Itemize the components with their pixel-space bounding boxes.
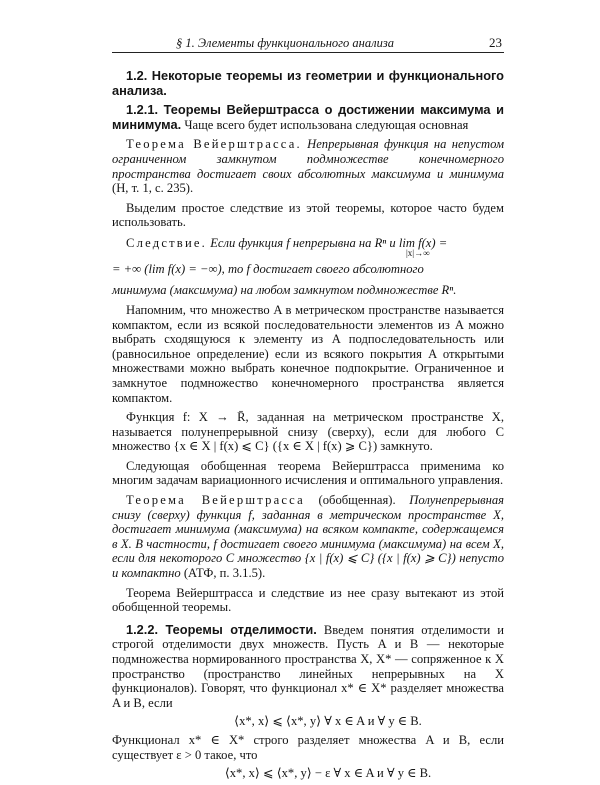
generalized-theorem-label-tail: (обобщенная). [318, 493, 396, 508]
running-header [112, 34, 504, 53]
theorem-label: Теорема Вейерштрасса. [126, 137, 302, 152]
corollary-label: Следствие. [126, 235, 208, 250]
page-number: 23 [489, 35, 502, 50]
generalized-closing: Теорема Вейерштрасса и следствие из нее сразу вытекают из этой обобщенной теоремы. [112, 585, 504, 615]
consequence-intro: Выделим простое следствие из этой теоремы, которое часто будем использовать. [112, 200, 504, 230]
theorem-reference: (Н, т. 1, с. 235). [112, 181, 194, 196]
subsection-1-heading: 1.2.1. Теоремы Вейерштрасса о достижении максимума и минимума. [112, 102, 504, 132]
corollary-line-1-text: Если функция f непрерывна на Rⁿ и lim f(x) = [210, 235, 448, 250]
running-header-title: § 1. Элементы функционального анализа [176, 36, 394, 50]
corollary-line-2: = +∞ (lim f(x) = −∞), то f достигает своего абсолютного [112, 261, 424, 276]
subsection-2-text: Введем понятия отделимости и строгой отделимости двух множеств. Пусть A и B — некоторые подмножества нормированного пространства X, X* — сопряженное к X пространство (пространство линейных непрерывных на X функционалов). Говорят, что функционал x* ∈ X* разделяет множества A и B, если [112, 622, 504, 710]
strict-separation-text: Функционал x* ∈ X* строго разделяет множества A и B, если существует ε > 0 такое, что [112, 732, 504, 762]
strict-separation-formula: ⟨x*, x⟩ ⩽ ⟨x*, y⟩ − ε ∀ x ∈ A и ∀ y ∈ B. [224, 766, 432, 781]
weierstrass-theorem [112, 137, 504, 195]
compact-definition: Напомним, что множество A в метрическом пространстве называется компактом, если из всякой последовательности элементов из A можно выбрать сходящуюся к элементу из A подпоследовательность или (равносильное определение) если из всякого покрытия A открытыми множествами можно выбрать конечное подпокрытие. Ограниченное и замкнутое подмножество конечномерного пространства является компактом. [112, 302, 504, 405]
subsection-1-intro-text: Чаще всего будет использована следующая основная [184, 117, 469, 132]
generalized-theorem-text: Полунепрерывная снизу (сверху) функция f, заданная в метрическом пространстве X, достигает минимума (максимума) на всяком компакте, содержащемся в X. В частности, f достигает своего минимума (максимума) на всем X, если для некоторого C множество {x | f(x) ⩽ C} ({x | f(x) ⩾ C}) непусто и компактно [112, 493, 505, 581]
semicontinuity-definition: Функция f: X → R̄, заданная на метрическом пространстве X, называется полунепрерывной снизу (сверху), если для любого C множество {x ∈ X | f(x) ⩽ C} ({x ∈ X | f(x) ⩾ C}) замкнуто. [112, 410, 504, 454]
generalized-intro: Следующая обобщенная теорема Вейерштрасса применима ко многим задачам вариационного исчисления и оптимального управления. [112, 458, 504, 488]
subsection-1-intro [112, 103, 504, 132]
corollary-line-3: минимума (максимума) на любом замкнутом подмножестве Rⁿ. [112, 282, 457, 297]
lim-subscript: |x|→∞ [406, 247, 430, 258]
section-heading: 1.2. Некоторые теоремы из геометрии и функционального анализа. [112, 68, 504, 98]
page-content [112, 69, 504, 781]
generalized-theorem-reference: (АТФ, п. 3.1.5). [183, 566, 266, 581]
subsection-2-intro [112, 623, 504, 711]
separation-formula: ⟨x*, x⟩ ⩽ ⟨x*, y⟩ ∀ x ∈ A и ∀ y ∈ B. [234, 714, 422, 729]
generalized-theorem-label: Теорема Вейерштрасса [126, 493, 305, 508]
theorem-text: Непрерывная функция на непустом ограниченном замкнутом подмножестве конечномерного пространства достигает своих абсолютных максимума и минимума [112, 137, 504, 181]
corollary-line-1 [112, 235, 504, 251]
book-page [112, 34, 504, 785]
subsection-2-heading: 1.2.2. Теоремы отделимости. [126, 621, 317, 637]
generalized-theorem [112, 493, 504, 581]
